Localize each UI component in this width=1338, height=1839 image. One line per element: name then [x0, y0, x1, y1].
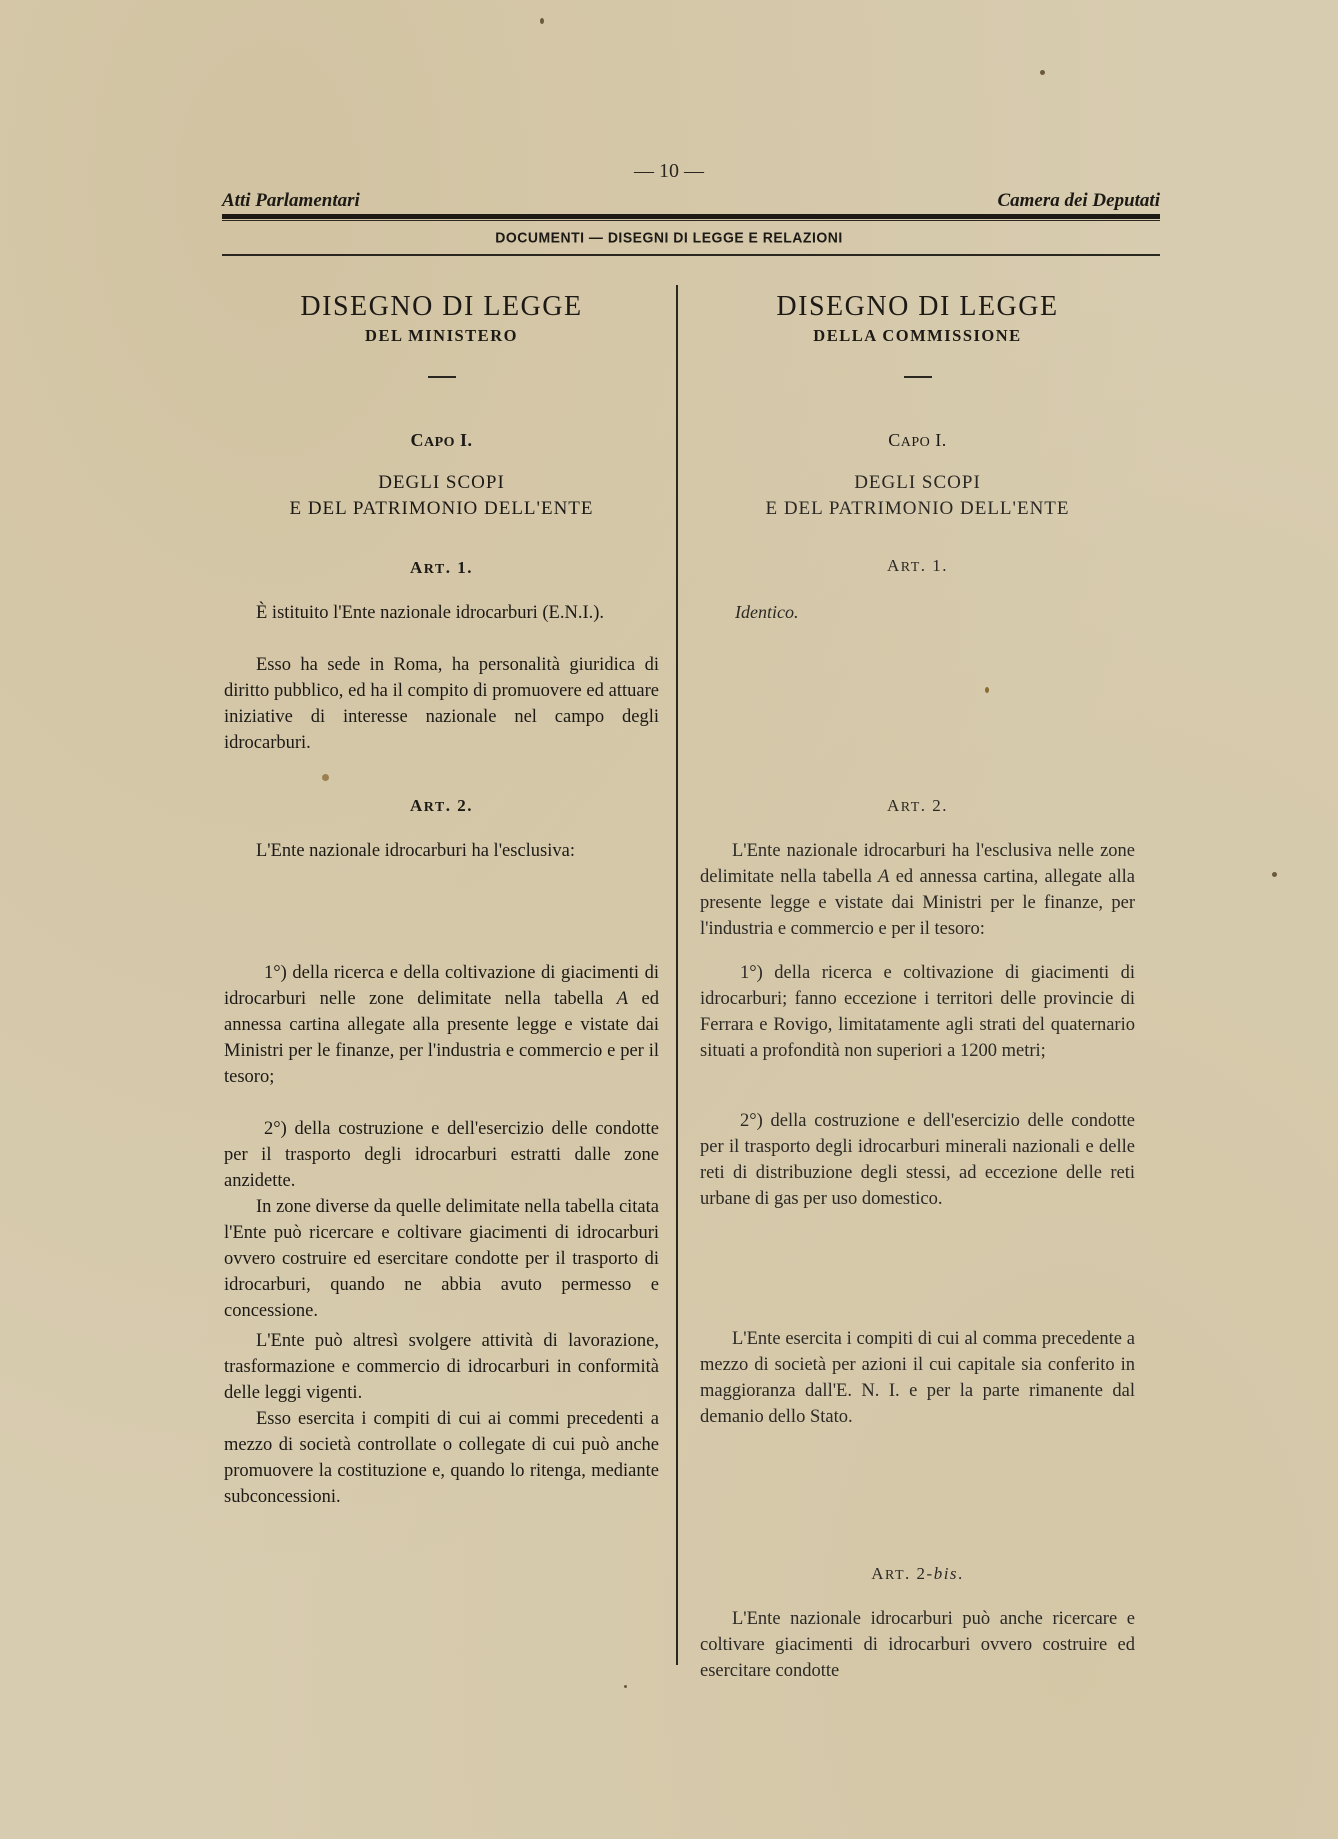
art-smallcaps: RT	[423, 800, 446, 815]
art-suffix: bis	[933, 1564, 959, 1583]
art-initial: A	[410, 796, 424, 815]
capo-smallcaps: APO	[423, 435, 456, 450]
capo-smallcaps: APO	[900, 435, 931, 450]
art-smallcaps: RT	[423, 562, 446, 577]
paper-speck	[1040, 70, 1045, 75]
left-art2-item-1	[224, 960, 659, 1090]
art-number: . 2-	[905, 1564, 934, 1583]
left-column-title: DISEGNO DI LEGGE	[300, 291, 583, 322]
left-art2-heading	[224, 796, 659, 816]
header-rule-thick	[222, 214, 1160, 219]
right-art2bis-heading	[700, 1564, 1135, 1584]
paper-speck	[540, 18, 544, 24]
art-number: . 2.	[920, 796, 949, 815]
paper-speck	[322, 774, 329, 781]
art-number: . 2.	[445, 796, 473, 815]
left-short-rule	[428, 376, 456, 378]
art-initial: A	[886, 796, 901, 815]
art-smallcaps: RT	[900, 560, 921, 575]
right-art2-para-3: L'Ente esercita i compiti di cui al comma precedente a mezzo di società per azioni il cui capitale sia conferito in maggioranza dall'E. N. I. e per la parte rimanente dal demanio dello Stato.	[700, 1329, 1135, 1427]
art-initial: A	[871, 1564, 885, 1583]
art-smallcaps: RT	[900, 800, 921, 815]
right-capo-title-1: DEGLI SCOPI	[854, 472, 981, 493]
intro-text: L'Ente nazionale idrocarburi ha l'esclusiva nelle zone delimitate nella tabella	[700, 841, 1135, 887]
intro-text: ed annessa cartina, allegate alla presente legge e vistate dai Ministri per le finanze, per l'industria e commercio e per il tesoro:	[700, 867, 1135, 939]
left-art2-para-4: L'Ente può altresì svolgere attività di lavorazione, trasformazione e commercio di idrocarburi in conformità delle leggi vigenti.	[224, 1331, 659, 1403]
right-capo-heading	[700, 430, 1135, 451]
left-capo-title-2: E DEL PATRIMONIO DELL'ENTE	[289, 498, 594, 519]
paper-speck	[624, 1685, 627, 1688]
art-end: .	[958, 1564, 964, 1583]
left-art2-para-3: In zone diverse da quelle delimitate nella tabella citata l'Ente può ricercare e coltivare giacimenti di idrocarburi ovvero costruire ed esercitare condotte per il trasporto di idrocarburi, quando ne abbia avuto permesso e concessione.	[224, 1197, 659, 1321]
item-text: ed annessa cartina allegate alla presente legge e vistate dai Ministri per le finanze, per l'industria e commercio e per il tesoro;	[224, 989, 659, 1087]
section-title: DOCUMENTI — DISEGNI DI LEGGE E RELAZIONI	[495, 228, 843, 246]
paper-speck	[985, 687, 989, 693]
column-divider	[676, 285, 678, 1665]
left-capo-heading	[224, 430, 659, 451]
left-art2-item-2: 2°) della costruzione e dell'esercizio delle condotte per il trasporto degli idrocarburi estratti dalle zone anzidette.	[224, 1119, 659, 1191]
item-text: 1°) della ricerca e della coltivazione di giacimenti di idrocarburi nelle zone delimitate nella tabella	[224, 963, 659, 1009]
paper-speck	[1272, 872, 1277, 877]
right-column-subtitle: DELLA COMMISSIONE	[813, 326, 1022, 345]
left-capo-title-1: DEGLI SCOPI	[378, 472, 505, 493]
left-art1-para-1: È istituito l'Ente nazionale idrocarburi (E.N.I.).	[256, 603, 605, 623]
table-ref: A	[616, 989, 629, 1009]
right-art2-intro	[700, 838, 1135, 942]
table-ref: A	[878, 867, 890, 887]
header-rule-thin	[222, 220, 1160, 221]
right-art2-item-1: 1°) della ricerca e coltivazione di giacimenti di idrocarburi; fanno eccezione i territori delle provincie di Ferrara e Rovigo, limitatamente agli strati del quaternario situati a profondità non superiori a 1200 metri;	[700, 963, 1135, 1061]
page-number: — 10 —	[634, 160, 704, 182]
left-art2-intro: L'Ente nazionale idrocarburi ha l'esclusiva:	[256, 841, 575, 861]
running-header-right: Camera dei Deputati	[997, 190, 1160, 211]
art-initial: A	[410, 558, 424, 577]
right-art2-item-2: 2°) della costruzione e dell'esercizio delle condotte per il trasporto degli idrocarburi minerali nazionali e delle reti di distribuzione degli stessi, ad eccezione delle reti urbane di gas per uso domestico.	[700, 1111, 1135, 1209]
left-art2-para-5: Esso esercita i compiti di cui ai commi precedenti a mezzo di società controllate o collegate di cui può anche promuovere la costituzione e, quando lo ritenga, mediante subconcessioni.	[224, 1409, 659, 1507]
left-column	[224, 290, 659, 1507]
left-column-subtitle: DEL MINISTERO	[365, 326, 518, 345]
right-short-rule	[904, 376, 932, 378]
left-art1-heading	[224, 558, 659, 578]
right-art1-heading	[700, 556, 1135, 576]
right-column-title: DISEGNO DI LEGGE	[776, 291, 1059, 322]
right-art2bis-para: L'Ente nazionale idrocarburi può anche ricercare e coltivare giacimenti di idrocarburi ovvero costruire ed esercitare condotte	[700, 1609, 1135, 1681]
section-rule	[222, 254, 1160, 256]
capo-initial: C	[888, 430, 901, 450]
art-number: . 1.	[445, 558, 473, 577]
right-art1-identico: Identico.	[735, 602, 799, 622]
right-column	[700, 290, 1135, 1681]
capo-number: I.	[930, 430, 947, 450]
left-art1-para-2: Esso ha sede in Roma, ha personalità giuridica di diritto pubblico, ed ha il compito di promuovere ed attuare iniziative di interesse nazionale nel campo degli idrocarburi.	[224, 655, 659, 753]
capo-initial: C	[410, 430, 424, 450]
right-capo-title-2: E DEL PATRIMONIO DELL'ENTE	[765, 498, 1070, 519]
right-art2-heading	[700, 796, 1135, 816]
art-number: . 1.	[920, 556, 949, 575]
running-header-left: Atti Parlamentari	[222, 190, 360, 211]
art-smallcaps: RT	[884, 1568, 906, 1583]
art-initial: A	[886, 556, 901, 575]
capo-number: I.	[455, 430, 473, 450]
